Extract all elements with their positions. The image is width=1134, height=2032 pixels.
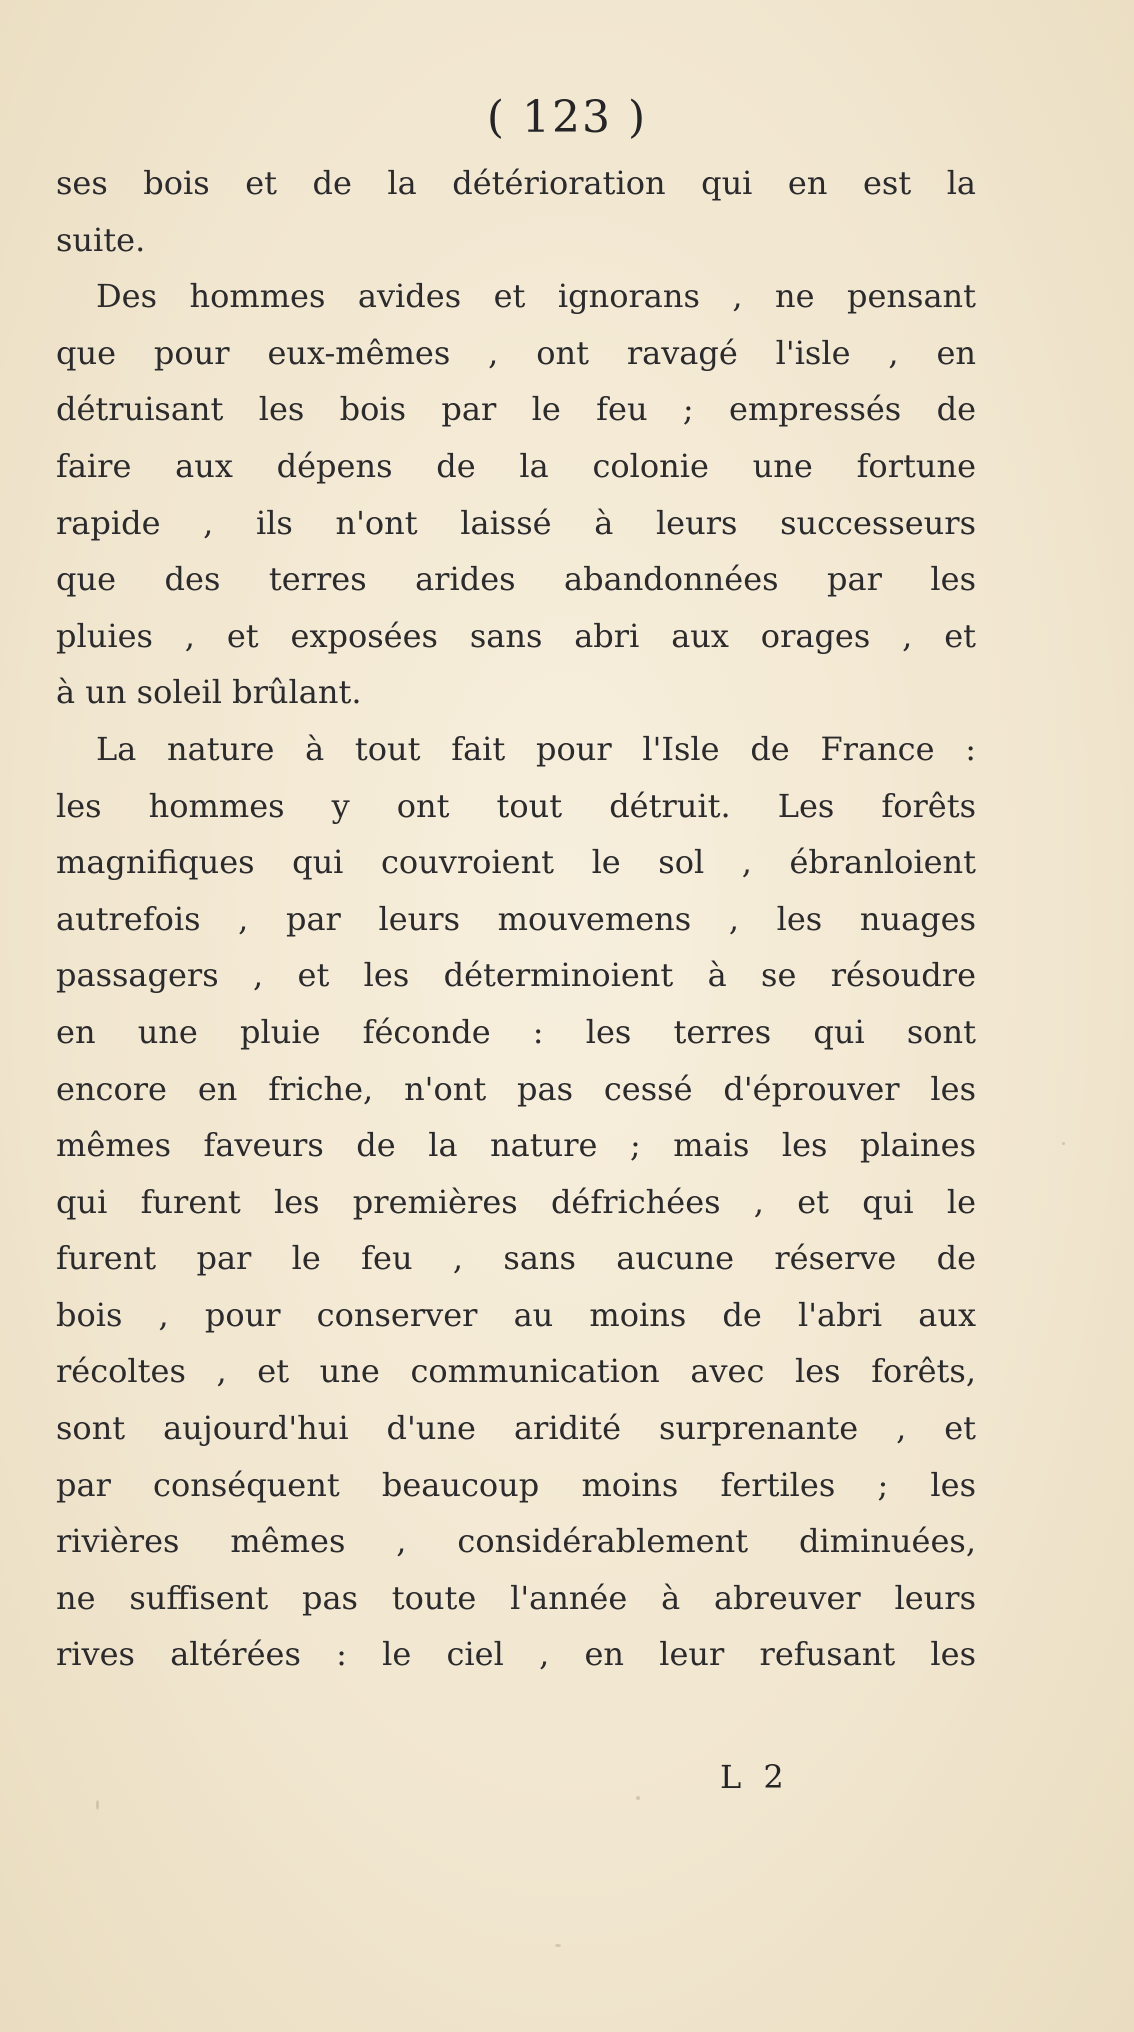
text-line: récoltes , et une communication avec les forêts, xyxy=(56,1352,976,1391)
text-line: magnifiques qui couvroient le sol , ébranloient xyxy=(56,843,976,882)
text-line: mêmes faveurs de la nature ; mais les plaines xyxy=(56,1126,976,1165)
text-line: à un soleil brûlant. xyxy=(56,673,362,712)
paper-speck xyxy=(555,1944,561,1947)
text-line: rives altérées : le ciel , en leur refusant les xyxy=(56,1635,976,1674)
body-text xyxy=(56,155,976,1683)
text-line: rivières mêmes , considérablement diminuées, xyxy=(56,1522,976,1561)
paper-speck xyxy=(1062,1142,1065,1145)
text-line: passagers , et les déterminoient à se résoudre xyxy=(56,956,976,995)
paper-speck xyxy=(96,1800,99,1810)
text-line: sont aujourd'hui d'une aridité surprenante , et xyxy=(56,1409,976,1448)
text-line: que pour eux-mêmes , ont ravagé l'isle , en xyxy=(56,333,976,372)
text-line: ne suffisent pas toute l'année à abreuver leurs xyxy=(56,1578,976,1617)
text-line: suite. xyxy=(56,220,146,259)
text-line: par conséquent beaucoup moins fertiles ; les xyxy=(56,1465,976,1504)
signature-mark: L 2 xyxy=(720,1758,790,1796)
text-line: rapide , ils n'ont laissé à leurs successeurs xyxy=(56,503,976,542)
text-line: faire aux dépens de la colonie une fortune xyxy=(56,446,976,485)
text-line: La nature à tout fait pour l'Isle de France : xyxy=(96,729,976,768)
text-line: ses bois et de la détérioration qui en est la xyxy=(56,164,976,202)
text-line: bois , pour conserver au moins de l'abri aux xyxy=(56,1295,976,1334)
text-line: que des terres arides abandonnées par les xyxy=(56,560,976,599)
text-line: les hommes y ont tout détruit. Les forêts xyxy=(56,786,976,825)
text-line: en une pluie féconde : les terres qui sont xyxy=(56,1012,976,1051)
paper-speck xyxy=(636,1796,640,1800)
text-line: furent par le feu , sans aucune réserve de xyxy=(56,1239,976,1278)
text-line: autrefois , par leurs mouvemens , les nuages xyxy=(56,899,976,938)
text-line: détruisant les bois par le feu ; empressés de xyxy=(56,390,976,429)
text-line: qui furent les premières défrichées , et qui le xyxy=(56,1182,976,1221)
text-line: Des hommes avides et ignorans , ne pensant xyxy=(96,277,976,316)
text-line: encore en friche, n'ont pas cessé d'éprouver les xyxy=(56,1069,976,1108)
text-line: pluies , et exposées sans abri aux orages , et xyxy=(56,616,976,655)
page-number-header: ( 123 ) xyxy=(486,92,648,143)
